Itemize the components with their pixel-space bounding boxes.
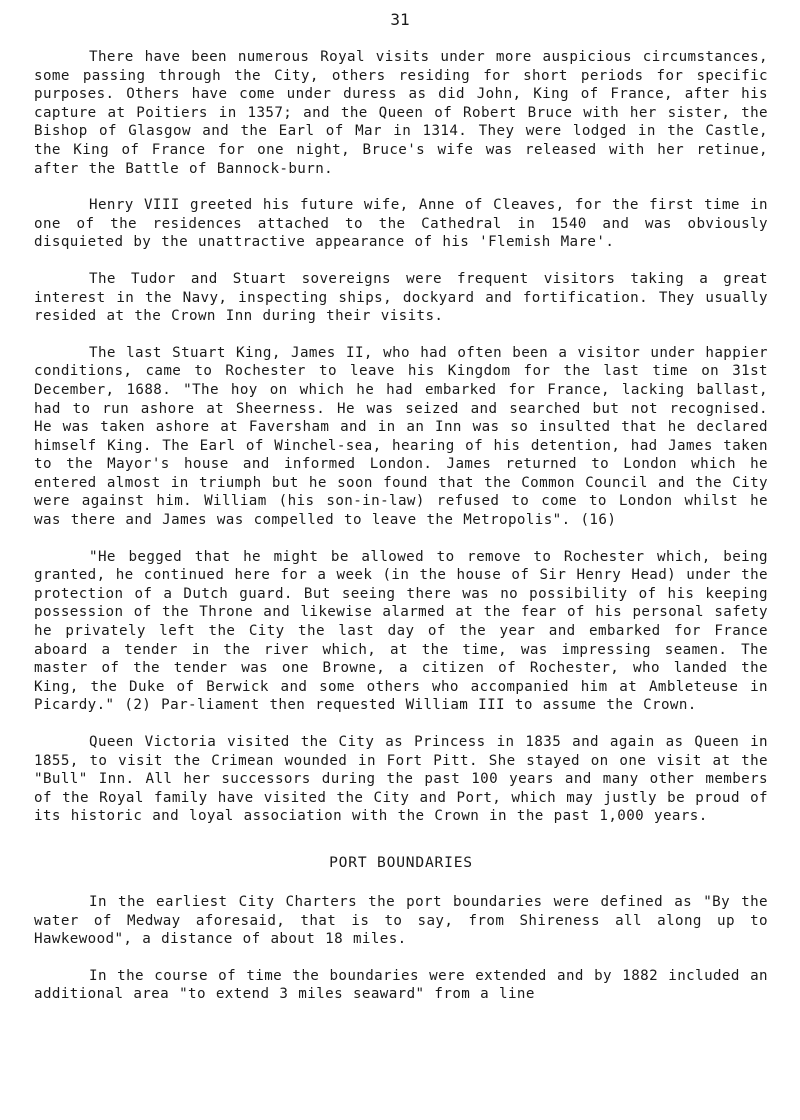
paragraph-james-ii-quote: "He begged that he might be allowed to remove to Rochester which, being granted, he continued here for a week (in the house of Sir Henry Head) under the protection of a Dutch guard. But seeing there was no possibility of his keeping possession of the Throne and likewise alarmed at the fear of his personal safety he privately left the City the last day of the year and embarked for France aboard a tender in the river which, at the time, was impressing seamen. The master of the tender was one Browne, a citizen of Rochester, who landed the King, the Duke of Berwick and some others who accompanied him at Ambleteuse in Picardy." (2) Par-liament then requested William III to assume the Crown.: [34, 548, 768, 714]
paragraph-royal-visits: There have been numerous Royal visits under more auspicious circumstances, some passing through the City, others residing for short periods for specific purposes. Others have come under duress as did John, King of France, after his capture at Poitiers in 1357; and the Queen of Robert Bruce with her sister, the Bishop of Glasgow and the Earl of Mar in 1314. They were lodged in the Castle, the King of France for one night, Bruce's wife was released with her retinue, after the Battle of Bannock-burn.: [34, 49, 768, 177]
paragraph-queen-victoria: Queen Victoria visited the City as Princess in 1835 and again as Queen in 1855, to visit the Crimean wounded in Fort Pitt. She stayed on one visit at the "Bull" Inn. All her successors during the past 100 years and many other members of the Royal family have visited the City and Port, which may justly be proud of its historic and loyal association with the Crown in the past 1,000 years.: [34, 734, 768, 825]
paragraph-henry-viii: Henry VIII greeted his future wife, Anne of Cleaves, for the first time in one of the residences attached to the Cathedral in 1540 and was obviously disquieted by the unattractive appearance of his 'Flemish Mare'.: [34, 197, 768, 251]
section-heading: PORT BOUNDARIES: [329, 853, 473, 871]
paragraph-james-ii: The last Stuart King, James II, who had often been a visitor under happier conditions, came to Rochester to leave his Kingdom for the last time on 31st December, 1688. "The hoy on which he had embarked for France, lacking ballast, had to run ashore at Sheerness. He was seized and searched but not recognised. He was taken ashore at Faversham and in an Inn was so insulted that he declared himself King. The Earl of Winchel-sea, hearing of his detention, had James taken to the Mayor's house and informed London. James returned to London which he entered almost in triumph but he soon found that the Common Council and the City were against him. William (his son-in-law) refused to come to London whilst he was there and James was compelled to leave the Metropolis". (16): [34, 344, 768, 529]
paragraph-city-charters: In the earliest City Charters the port boundaries were defined as "By the water of Medway aforesaid, that is to say, from Shireness all along up to Hawkewood", a distance of about 18 miles.: [34, 893, 768, 948]
paragraph-boundaries-extended: In the course of time the boundaries were extended and by 1882 included an additional area "to extend 3 miles seaward" from a line: [34, 967, 768, 1003]
page-number: 31: [390, 10, 410, 29]
body-text: [34, 48, 768, 1022]
paragraph-tudor-stuart: The Tudor and Stuart sovereigns were frequent visitors taking a great interest in the Navy, inspecting ships, dockyard and fortification. They usually resided at the Crown Inn during their visits.: [34, 270, 768, 325]
